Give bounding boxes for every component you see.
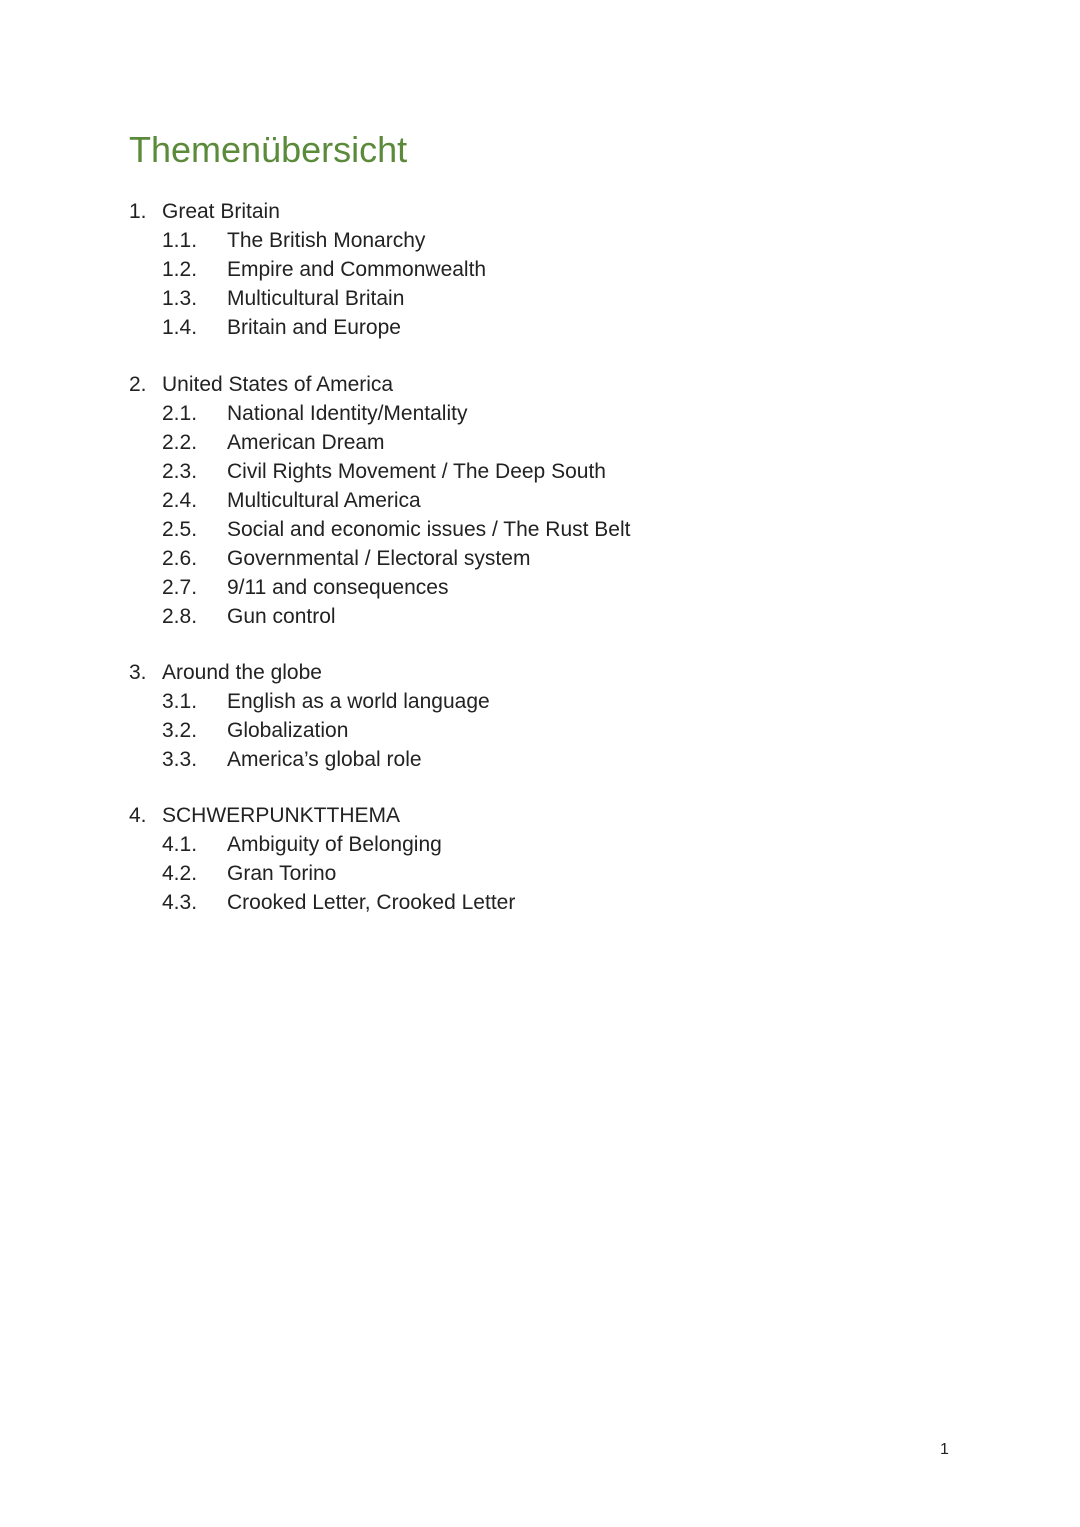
toc-section-label: United States of America — [162, 373, 394, 396]
toc-item-number: 2.8. — [162, 605, 198, 628]
toc-item — [129, 830, 929, 859]
toc-section-number: 1. — [129, 200, 147, 223]
toc-section-number: 4. — [129, 804, 147, 827]
toc-item-label: Empire and Commonwealth — [227, 258, 487, 281]
toc-item-number: 4.3. — [162, 891, 198, 914]
toc-item — [129, 284, 929, 313]
toc-item-number: 1.3. — [162, 287, 198, 310]
toc-item-label: 9/11 and consequences — [227, 576, 449, 599]
toc-item-label: Social and economic issues / The Rust Belt — [227, 518, 631, 541]
toc-item — [129, 399, 929, 428]
toc-item — [129, 428, 929, 457]
page-number: 1 — [940, 1441, 949, 1458]
toc-item-number: 2.5. — [162, 518, 198, 541]
toc-item — [129, 745, 929, 774]
toc-item-label: English as a world language — [227, 690, 490, 713]
toc-item-number: 4.1. — [162, 833, 198, 856]
toc-item-number: 2.7. — [162, 576, 198, 599]
toc-item — [129, 226, 929, 255]
toc-section-number: 3. — [129, 661, 147, 684]
toc-item — [129, 859, 929, 888]
toc-section-label: Great Britain — [162, 200, 280, 223]
toc-item-number: 3.1. — [162, 690, 198, 713]
toc-item-label: Gun control — [227, 605, 336, 628]
toc-item-label: National Identity/Mentality — [227, 402, 468, 425]
toc-item-label: Ambiguity of Belonging — [227, 833, 442, 856]
page-title: Themenübersicht — [129, 129, 408, 170]
toc-item-number: 1.2. — [162, 258, 198, 281]
toc-item — [129, 687, 929, 716]
toc-item-label: Britain and Europe — [227, 316, 401, 339]
toc-section-schwerpunktthema — [129, 801, 929, 917]
toc-section-great-britain — [129, 197, 929, 342]
toc-item-label: The British Monarchy — [227, 229, 426, 252]
toc-item-label: American Dream — [227, 431, 385, 454]
toc-section-number: 2. — [129, 373, 147, 396]
toc-section-around-the-globe — [129, 658, 929, 774]
toc-item-label: Governmental / Electoral system — [227, 547, 531, 570]
toc-section-usa — [129, 370, 929, 631]
toc-item-number: 1.4. — [162, 316, 198, 339]
toc-item-number: 2.1. — [162, 402, 198, 425]
toc-item-label: Crooked Letter, Crooked Letter — [227, 891, 516, 914]
toc-item-label: Multicultural America — [227, 489, 421, 512]
toc-item-number: 2.2. — [162, 431, 198, 454]
toc-item-number: 3.2. — [162, 719, 198, 742]
toc-item-number: 1.1. — [162, 229, 198, 252]
toc-item-label: Gran Torino — [227, 862, 337, 885]
toc-item — [129, 544, 929, 573]
toc-section-heading — [129, 801, 929, 830]
toc-section-label: Around the globe — [162, 661, 322, 684]
toc-item — [129, 888, 929, 917]
toc-item-number: 2.6. — [162, 547, 198, 570]
toc-item — [129, 602, 929, 631]
toc-section-heading — [129, 658, 929, 687]
toc-item-number: 4.2. — [162, 862, 198, 885]
toc-item — [129, 255, 929, 284]
toc-item — [129, 486, 929, 515]
toc-section-heading — [129, 197, 929, 226]
toc-item — [129, 457, 929, 486]
toc-item-label: Multicultural Britain — [227, 287, 405, 310]
toc-item-label: Civil Rights Movement / The Deep South — [227, 460, 606, 483]
toc-item-number: 3.3. — [162, 748, 198, 771]
toc-item — [129, 313, 929, 342]
toc-section-label: SCHWERPUNKTTHEMA — [162, 804, 401, 827]
toc-item-number: 2.4. — [162, 489, 198, 512]
toc-item-number: 2.3. — [162, 460, 198, 483]
toc-item-label: America’s global role — [227, 748, 422, 771]
toc-item — [129, 515, 929, 544]
toc-item — [129, 573, 929, 602]
toc-section-heading — [129, 370, 929, 399]
toc-item-label: Globalization — [227, 719, 349, 742]
toc-item — [129, 716, 929, 745]
